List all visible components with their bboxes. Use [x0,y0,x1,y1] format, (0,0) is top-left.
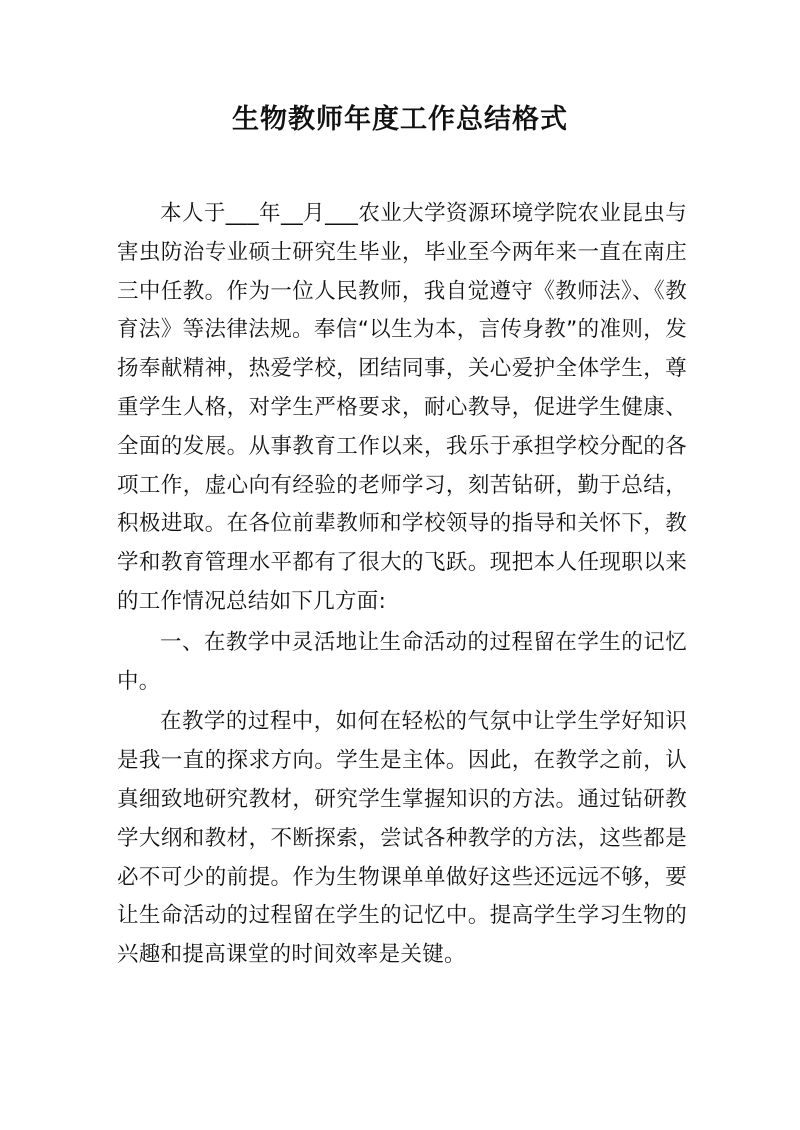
paragraph-intro: 本人于___年__月___农业大学资源环境学院农业昆虫与害虫防治专业硕士研究生毕业，毕业至今两年来一直在南庄三中任教。作为一位人民教师，我自觉遵守《教师法》、《教育法》等法律法规。奉信“以生为本，言传身教”的准则，发扬奉献精神，热爱学校，团结同事，关心爱护全体学生，尊重学生人格，对学生严格要求，耐心教导，促进学生健康、全面的发展。从事教育工作以来，我乐于承担学校分配的各项工作，虚心向有经验的老师学习，刻苦钻研，勤于总结，积极进取。在各位前辈教师和学校领导的指导和关怀下，教学和教育管理水平都有了很大的飞跃。现把本人任现职以来的工作情况总结如下几方面: [117,201,687,614]
paragraph-teaching: 在教学的过程中，如何在轻松的气氛中让学生学好知识是我一直的探求方向。学生是主体。因此，在教学之前，认真细致地研究教材，研究学生掌握知识的方法。通过钻研教学大纲和教材，不断探索，尝试各种教学的方法，这些都是必不可少的前提。作为生物课单单做好这些还远远不够，要让生命活动的过程留在学生的记忆中。提高学生学习生物的兴趣和提高课堂的时间效率是关键。 [117,709,687,968]
document-body [117,195,687,975]
section-heading-1: 一、在教学中灵活地让生命活动的过程留在学生的记忆中。 [117,629,687,694]
document-title: 生物教师年度工作总结格式 [232,104,568,135]
